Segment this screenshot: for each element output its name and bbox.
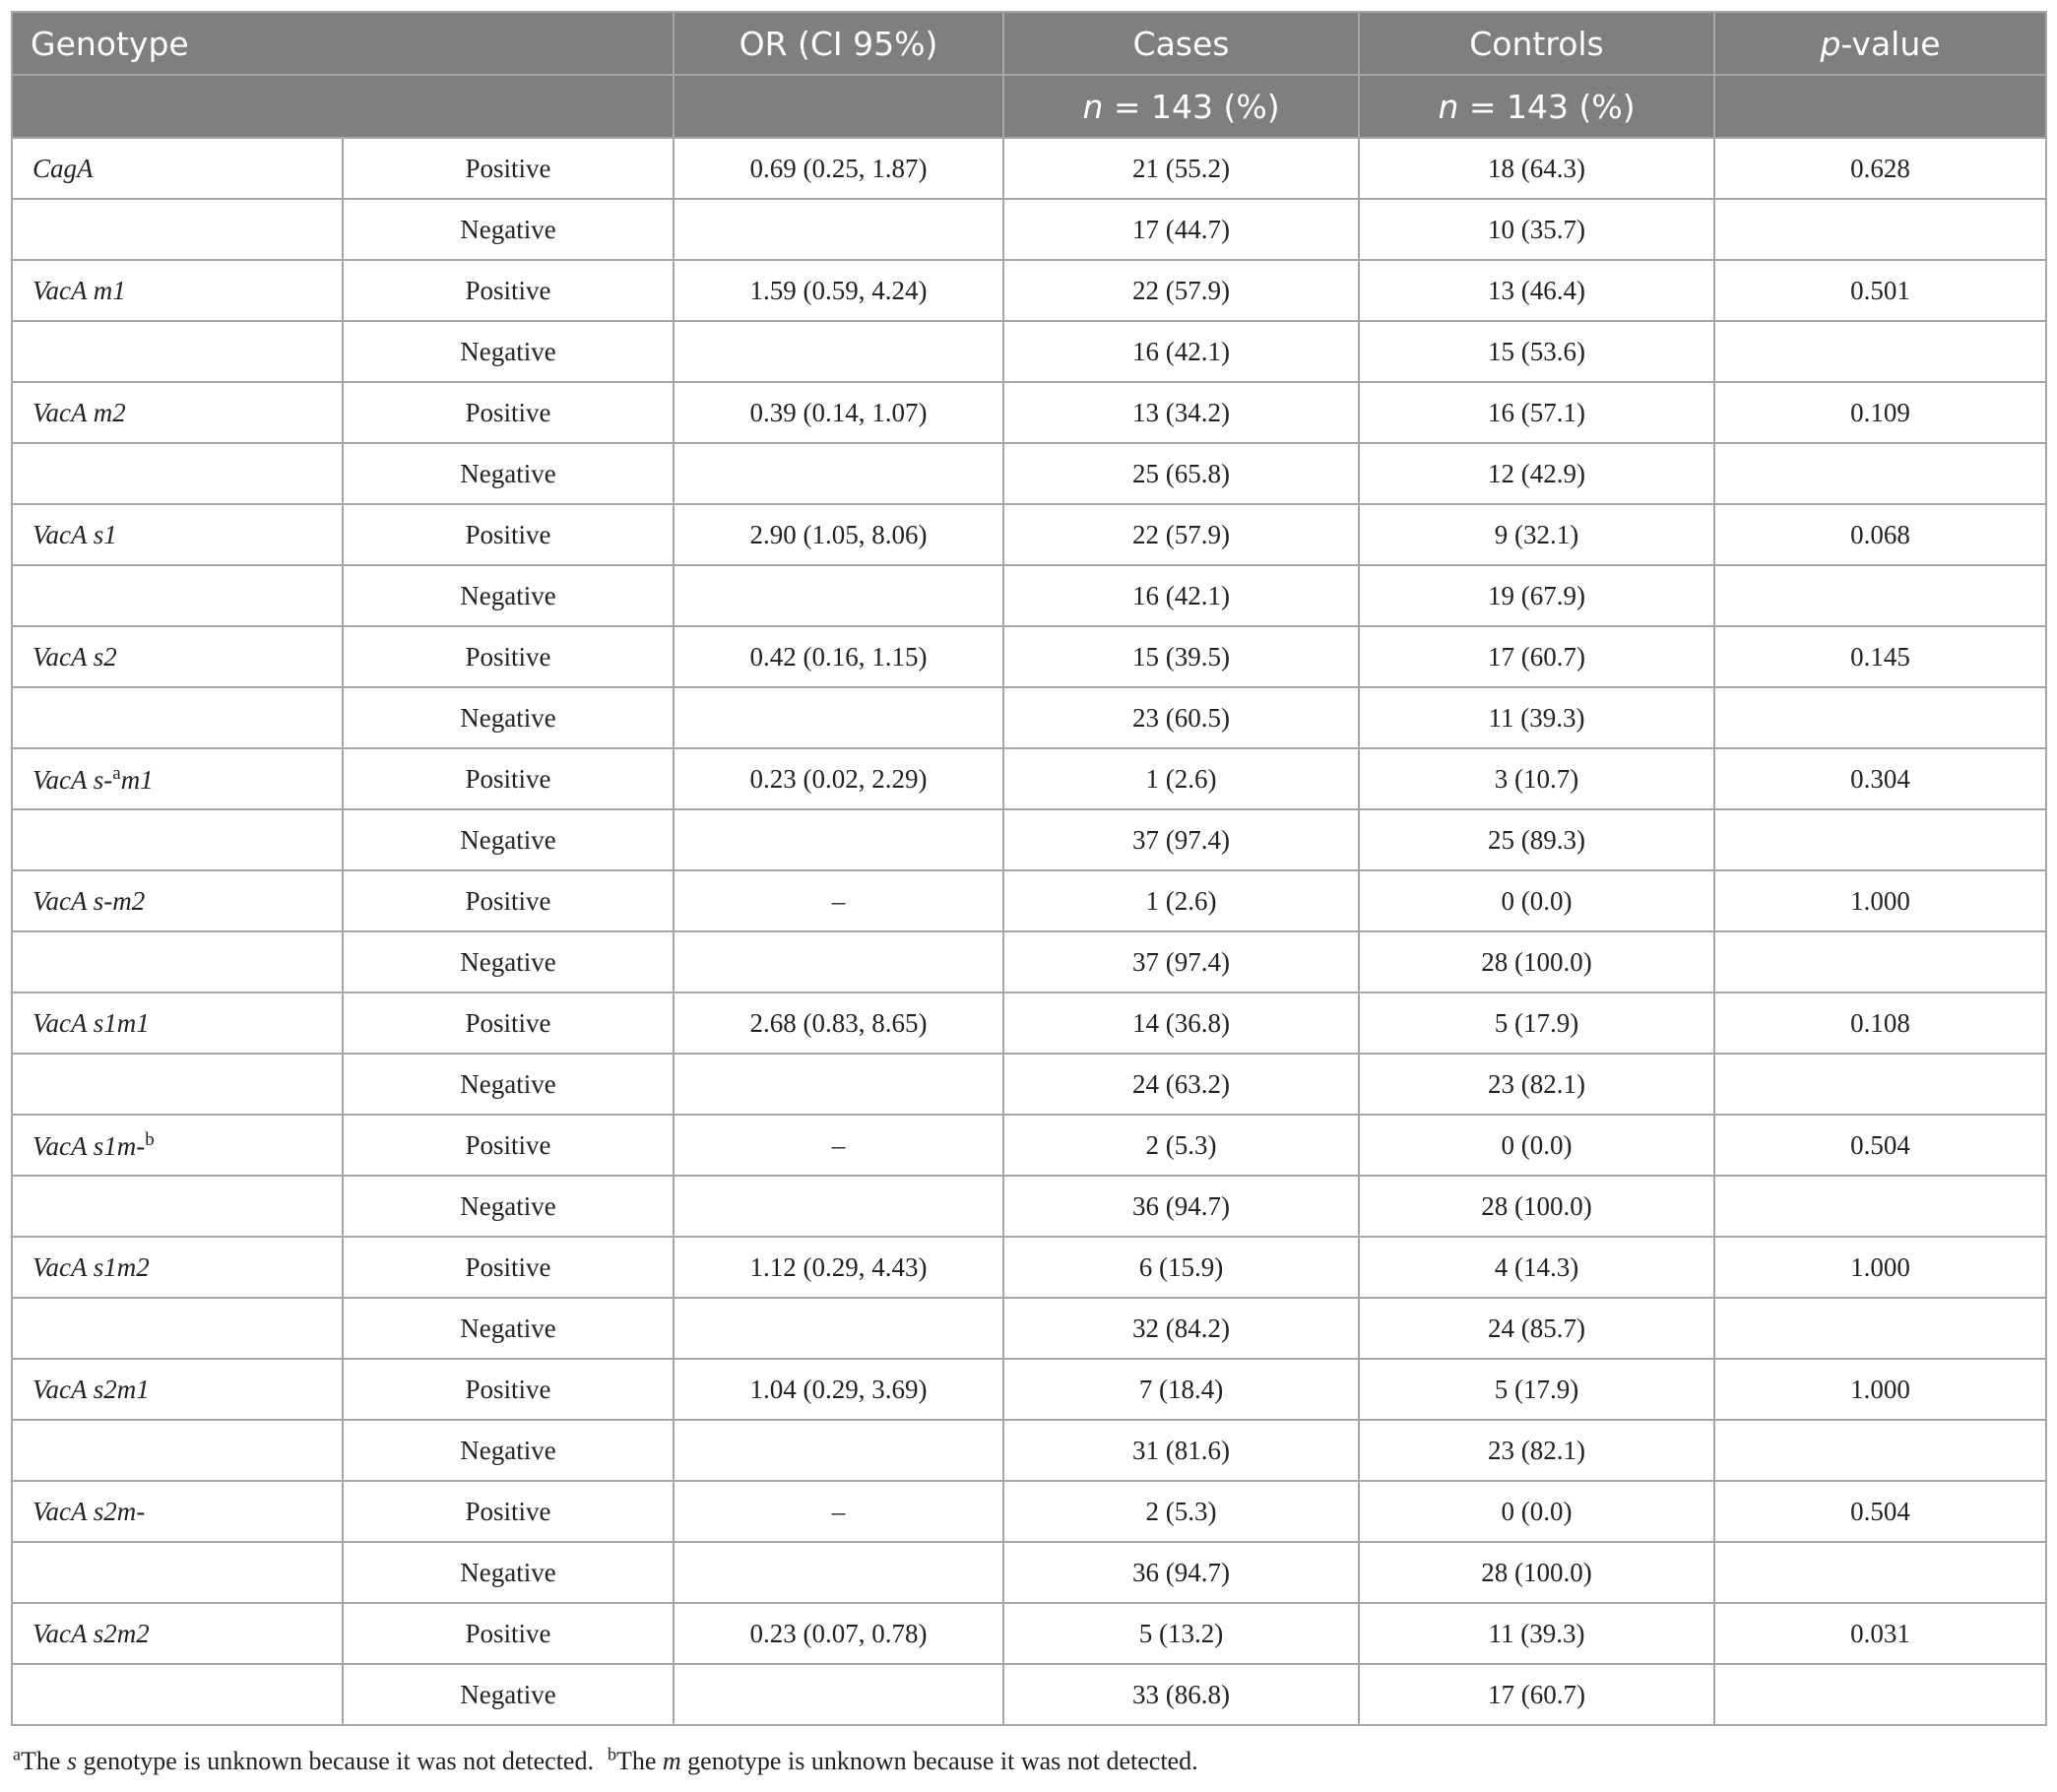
header-p-rest: -value: [1840, 24, 1941, 63]
footnote-a: [13, 1744, 594, 1775]
controls-cell: 23 (82.1): [1359, 1054, 1714, 1115]
table-row: [12, 138, 2046, 199]
status-cell: Positive: [343, 748, 674, 809]
genotype-cell: [12, 992, 343, 1054]
footnote-b-italic: m: [662, 1746, 681, 1775]
or-cell: [674, 443, 1003, 504]
table-row: [12, 321, 2046, 382]
cases-cell: 37 (97.4): [1003, 809, 1359, 870]
table-row: [12, 748, 2046, 809]
table-row: [12, 443, 2046, 504]
cases-cell: 25 (65.8): [1003, 443, 1359, 504]
or-cell: 2.90 (1.05, 8.06): [674, 504, 1003, 565]
controls-cell: 23 (82.1): [1359, 1420, 1714, 1481]
table-row: [12, 382, 2046, 443]
table-row: [12, 1542, 2046, 1603]
cases-cell: 36 (94.7): [1003, 1542, 1359, 1603]
or-cell: [674, 1054, 1003, 1115]
p-value-cell: [1714, 1420, 2046, 1481]
or-cell: [674, 931, 1003, 992]
p-value-cell: [1714, 565, 2046, 626]
status-cell: Negative: [343, 565, 674, 626]
subheader-empty-p: [1714, 75, 2046, 138]
footnote-b: [607, 1744, 1198, 1775]
controls-cell: 16 (57.1): [1359, 382, 1714, 443]
controls-cell: 17 (60.7): [1359, 626, 1714, 687]
subheader-controls-n: [1359, 75, 1714, 138]
status-cell: Negative: [343, 1664, 674, 1725]
controls-cell: 9 (32.1): [1359, 504, 1714, 565]
status-cell: Negative: [343, 931, 674, 992]
status-cell: Positive: [343, 1237, 674, 1298]
genotype-cell: [12, 931, 343, 992]
genotype-name: VacA s-m2: [32, 885, 146, 916]
controls-cell: 28 (100.0): [1359, 1176, 1714, 1237]
status-cell: Negative: [343, 1176, 674, 1237]
or-cell: [674, 1176, 1003, 1237]
controls-cell: 0 (0.0): [1359, 870, 1714, 931]
genotype-name: VacA s1m1: [32, 1007, 150, 1038]
genotype-cell: [12, 1420, 343, 1481]
table-row: [12, 931, 2046, 992]
cases-cell: 14 (36.8): [1003, 992, 1359, 1054]
genotype-cell: [12, 1481, 343, 1542]
table-row: [12, 260, 2046, 321]
table-row: [12, 1481, 2046, 1542]
subheader-empty-or: [674, 75, 1003, 138]
cases-cell: 32 (84.2): [1003, 1298, 1359, 1359]
or-cell: [674, 1542, 1003, 1603]
genotype-name: VacA s1m2: [32, 1251, 150, 1282]
p-value-cell: 1.000: [1714, 1237, 2046, 1298]
or-cell: 1.12 (0.29, 4.43): [674, 1237, 1003, 1298]
cases-cell: 1 (2.6): [1003, 870, 1359, 931]
controls-cell: 28 (100.0): [1359, 931, 1714, 992]
or-cell: 1.04 (0.29, 3.69): [674, 1359, 1003, 1420]
cases-cell: 21 (55.2): [1003, 138, 1359, 199]
header-p-italic: p: [1820, 24, 1841, 63]
genotype-cell: [12, 1115, 343, 1176]
footnote-a-italic: s: [66, 1746, 78, 1775]
status-cell: Positive: [343, 382, 674, 443]
status-cell: Negative: [343, 443, 674, 504]
p-value-cell: [1714, 1176, 2046, 1237]
p-value-cell: 0.108: [1714, 992, 2046, 1054]
cases-cell: 16 (42.1): [1003, 565, 1359, 626]
controls-cell: 4 (14.3): [1359, 1237, 1714, 1298]
status-cell: Positive: [343, 992, 674, 1054]
cases-cell: 24 (63.2): [1003, 1054, 1359, 1115]
genotype-cell: [12, 687, 343, 748]
table-row: [12, 1664, 2046, 1725]
cases-cell: 36 (94.7): [1003, 1176, 1359, 1237]
controls-cell: 15 (53.6): [1359, 321, 1714, 382]
cases-cell: 2 (5.3): [1003, 1481, 1359, 1542]
genotype-cell: [12, 1176, 343, 1237]
genotype-name: VacA s2m1: [32, 1374, 150, 1404]
p-value-cell: [1714, 321, 2046, 382]
genotype-cell: [12, 1298, 343, 1359]
controls-cell: 17 (60.7): [1359, 1664, 1714, 1725]
controls-cell: 28 (100.0): [1359, 1542, 1714, 1603]
or-cell: 0.42 (0.16, 1.15): [674, 626, 1003, 687]
controls-cell: 0 (0.0): [1359, 1115, 1714, 1176]
controls-n-rest: = 143 (%): [1458, 87, 1636, 126]
header-controls: Controls: [1359, 12, 1714, 75]
p-value-cell: [1714, 1298, 2046, 1359]
or-cell: [674, 1298, 1003, 1359]
genotype-cell: [12, 1542, 343, 1603]
controls-cell: 18 (64.3): [1359, 138, 1714, 199]
status-cell: Negative: [343, 687, 674, 748]
table-container: [11, 11, 2045, 1776]
table-row: [12, 687, 2046, 748]
cases-cell: 17 (44.7): [1003, 199, 1359, 260]
or-cell: 0.39 (0.14, 1.07): [674, 382, 1003, 443]
genotype-cell: [12, 809, 343, 870]
genotype-cell: [12, 565, 343, 626]
header-p-value: [1714, 12, 2046, 75]
footnote-b-pre: The: [615, 1746, 663, 1775]
status-cell: Negative: [343, 321, 674, 382]
status-cell: Positive: [343, 1115, 674, 1176]
table-row: [12, 870, 2046, 931]
status-cell: Negative: [343, 809, 674, 870]
p-value-cell: [1714, 1542, 2046, 1603]
or-cell: [674, 1420, 1003, 1481]
footnote-b-post: genotype is unknown because it was not detected.: [680, 1746, 1198, 1775]
p-value-cell: 0.501: [1714, 260, 2046, 321]
status-cell: Negative: [343, 1054, 674, 1115]
cases-cell: 23 (60.5): [1003, 687, 1359, 748]
table-row: [12, 1054, 2046, 1115]
status-cell: Negative: [343, 1542, 674, 1603]
header-or: OR (CI 95%): [674, 12, 1003, 75]
or-cell: 0.23 (0.07, 0.78): [674, 1603, 1003, 1664]
or-cell: –: [674, 1115, 1003, 1176]
p-value-cell: 1.000: [1714, 870, 2046, 931]
or-cell: [674, 809, 1003, 870]
genotype-cell: [12, 321, 343, 382]
status-cell: Negative: [343, 1420, 674, 1481]
genotype-name: VacA s-: [32, 764, 113, 795]
genotype-cell: [12, 1237, 343, 1298]
status-cell: Positive: [343, 504, 674, 565]
controls-cell: 3 (10.7): [1359, 748, 1714, 809]
p-value-cell: [1714, 199, 2046, 260]
or-cell: 2.68 (0.83, 8.65): [674, 992, 1003, 1054]
p-value-cell: 0.145: [1714, 626, 2046, 687]
table-header: [12, 12, 2046, 138]
or-cell: –: [674, 870, 1003, 931]
controls-cell: 19 (67.9): [1359, 565, 1714, 626]
genotype-footnote-mark: a: [112, 762, 121, 784]
footnotes: [11, 1744, 2045, 1776]
p-value-cell: 0.504: [1714, 1481, 2046, 1542]
cases-cell: 7 (18.4): [1003, 1359, 1359, 1420]
cases-cell: 16 (42.1): [1003, 321, 1359, 382]
genotype-cell: [12, 138, 343, 199]
genotype-name: VacA m1: [32, 275, 126, 305]
status-cell: Positive: [343, 626, 674, 687]
table-row: [12, 565, 2046, 626]
p-value-cell: 0.031: [1714, 1603, 2046, 1664]
genotype-cell: [12, 443, 343, 504]
genotype-table: [11, 11, 2047, 1726]
controls-n-italic: n: [1438, 87, 1459, 126]
p-value-cell: 0.504: [1714, 1115, 2046, 1176]
cases-cell: 1 (2.6): [1003, 748, 1359, 809]
genotype-name: VacA s2m-: [32, 1496, 146, 1526]
table-body: [12, 138, 2046, 1725]
p-value-cell: 1.000: [1714, 1359, 2046, 1420]
status-cell: Negative: [343, 1298, 674, 1359]
cases-cell: 5 (13.2): [1003, 1603, 1359, 1664]
controls-cell: 11 (39.3): [1359, 687, 1714, 748]
genotype-cell: [12, 260, 343, 321]
p-value-cell: 0.109: [1714, 382, 2046, 443]
genotype-cell: [12, 1054, 343, 1115]
genotype-name: VacA s1m-: [32, 1130, 146, 1161]
p-value-cell: [1714, 809, 2046, 870]
genotype-cell: [12, 626, 343, 687]
table-row: [12, 809, 2046, 870]
genotype-name: VacA s2: [32, 641, 117, 672]
controls-cell: 10 (35.7): [1359, 199, 1714, 260]
table-row: [12, 1115, 2046, 1176]
cases-cell: 15 (39.5): [1003, 626, 1359, 687]
or-cell: [674, 199, 1003, 260]
cases-n-italic: n: [1082, 87, 1104, 126]
controls-cell: 24 (85.7): [1359, 1298, 1714, 1359]
table-row: [12, 626, 2046, 687]
status-cell: Positive: [343, 1359, 674, 1420]
genotype-name: VacA m2: [32, 397, 126, 427]
or-cell: [674, 687, 1003, 748]
or-cell: 0.69 (0.25, 1.87): [674, 138, 1003, 199]
controls-cell: 5 (17.9): [1359, 1359, 1714, 1420]
or-cell: [674, 565, 1003, 626]
p-value-cell: [1714, 931, 2046, 992]
controls-cell: 12 (42.9): [1359, 443, 1714, 504]
table-row: [12, 1176, 2046, 1237]
controls-cell: 5 (17.9): [1359, 992, 1714, 1054]
or-cell: [674, 1664, 1003, 1725]
genotype-cell: [12, 870, 343, 931]
footnote-a-post: genotype is unknown because it was not detected.: [77, 1746, 594, 1775]
status-cell: Negative: [343, 199, 674, 260]
cases-cell: 2 (5.3): [1003, 1115, 1359, 1176]
status-cell: Positive: [343, 260, 674, 321]
genotype-cell: [12, 1664, 343, 1725]
table-row: [12, 1603, 2046, 1664]
status-cell: Positive: [343, 1603, 674, 1664]
genotype-cell: [12, 748, 343, 809]
genotype-name: VacA s1: [32, 519, 117, 549]
p-value-cell: [1714, 443, 2046, 504]
cases-cell: 6 (15.9): [1003, 1237, 1359, 1298]
cases-n-rest: = 143 (%): [1103, 87, 1280, 126]
p-value-cell: [1714, 687, 2046, 748]
table-row: [12, 199, 2046, 260]
table-row: [12, 992, 2046, 1054]
controls-cell: 13 (46.4): [1359, 260, 1714, 321]
cases-cell: 37 (97.4): [1003, 931, 1359, 992]
subheader-empty-genotype: [12, 75, 674, 138]
p-value-cell: 0.068: [1714, 504, 2046, 565]
controls-cell: 25 (89.3): [1359, 809, 1714, 870]
table-row: [12, 1237, 2046, 1298]
or-cell: [674, 321, 1003, 382]
cases-cell: 22 (57.9): [1003, 260, 1359, 321]
table-row: [12, 1420, 2046, 1481]
header-cases: Cases: [1003, 12, 1359, 75]
genotype-cell: [12, 1359, 343, 1420]
table-row: [12, 1359, 2046, 1420]
status-cell: Positive: [343, 870, 674, 931]
cases-cell: 31 (81.6): [1003, 1420, 1359, 1481]
genotype-cell: [12, 1603, 343, 1664]
table-row: [12, 504, 2046, 565]
p-value-cell: 0.628: [1714, 138, 2046, 199]
footnote-b-mark: b: [607, 1744, 616, 1763]
subheader-cases-n: [1003, 75, 1359, 138]
p-value-cell: [1714, 1054, 2046, 1115]
cases-cell: 22 (57.9): [1003, 504, 1359, 565]
p-value-cell: [1714, 1664, 2046, 1725]
status-cell: Positive: [343, 1481, 674, 1542]
p-value-cell: 0.304: [1714, 748, 2046, 809]
cases-cell: 33 (86.8): [1003, 1664, 1359, 1725]
footnote-a-mark: a: [13, 1744, 21, 1763]
genotype-footnote-mark: b: [145, 1128, 155, 1150]
or-cell: 0.23 (0.02, 2.29): [674, 748, 1003, 809]
genotype-cell: [12, 382, 343, 443]
genotype-cell: [12, 199, 343, 260]
table-row: [12, 1298, 2046, 1359]
genotype-name: CagA: [32, 153, 94, 183]
or-cell: 1.59 (0.59, 4.24): [674, 260, 1003, 321]
controls-cell: 0 (0.0): [1359, 1481, 1714, 1542]
controls-cell: 11 (39.3): [1359, 1603, 1714, 1664]
footnote-a-pre: The: [21, 1746, 67, 1775]
cases-cell: 13 (34.2): [1003, 382, 1359, 443]
header-subrow: [12, 75, 2046, 138]
genotype-name: VacA s2m2: [32, 1618, 150, 1648]
status-cell: Positive: [343, 138, 674, 199]
header-row: [12, 12, 2046, 75]
genotype-name-tail: m1: [120, 764, 154, 795]
genotype-cell: [12, 504, 343, 565]
header-genotype: Genotype: [12, 12, 674, 75]
or-cell: –: [674, 1481, 1003, 1542]
